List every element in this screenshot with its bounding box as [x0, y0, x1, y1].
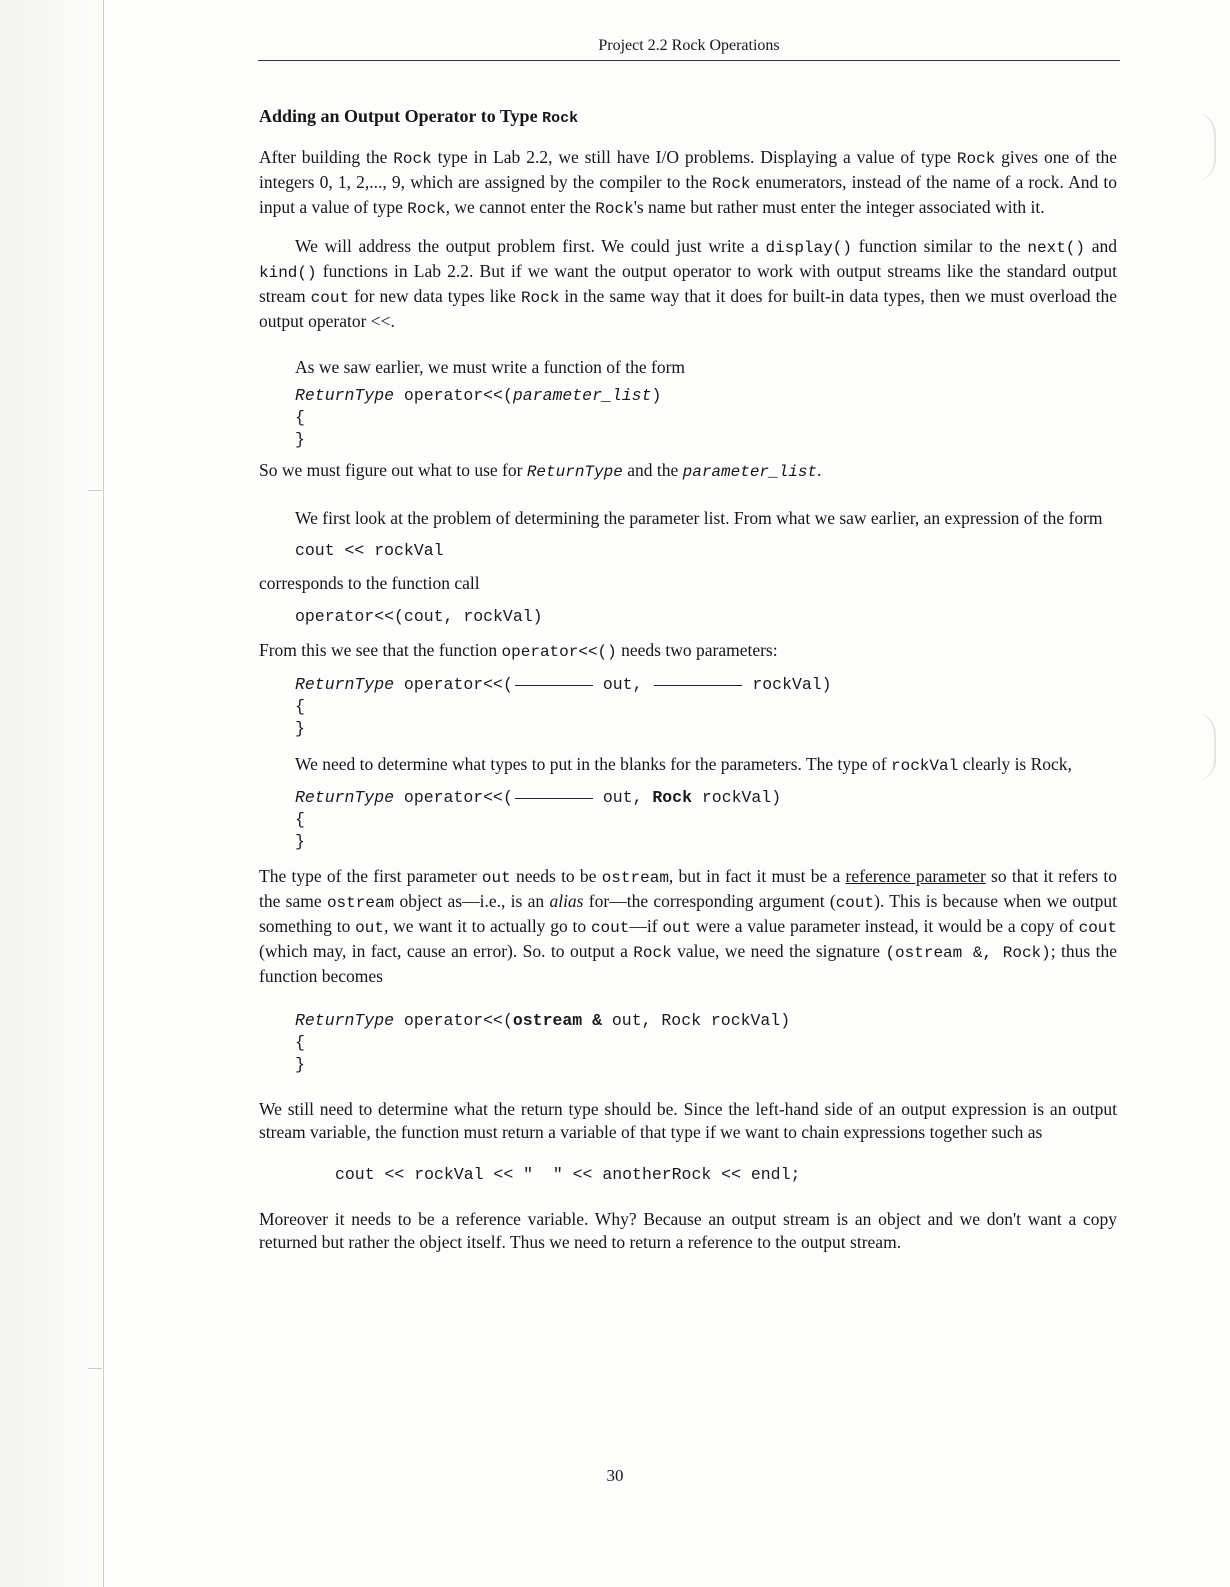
text-run: functions in Lab 2.2. But if we want the output operator to work with output streams like the standard output stream: [259, 261, 1117, 306]
paragraph-output-problem: [259, 235, 1117, 333]
code-type-rock: Rock: [652, 788, 692, 807]
code-line-cout-rockval: [259, 540, 1117, 562]
inline-code: cout: [835, 894, 875, 912]
text-run: needs two parameters:: [616, 640, 778, 660]
paragraph-figure-out: [259, 459, 1117, 484]
code-line: operator<<(cout, rockVal): [295, 607, 543, 626]
text-run: From this we see that the function: [259, 640, 502, 660]
code-paren: ): [651, 386, 662, 405]
code-open-brace: {: [295, 697, 305, 716]
code-param-out: out,: [602, 788, 653, 807]
code-param-rockval: rockVal): [691, 788, 782, 807]
margin-tick-mark: [88, 1368, 102, 1369]
inline-code: next(): [1027, 239, 1085, 257]
page-number: 30: [606, 1466, 624, 1485]
inline-code: cout: [310, 289, 350, 307]
text-run: gives one of the integers 0, 1, 2,..., 9, which are assigned by the compiler to the: [259, 147, 1118, 192]
inline-code: cout: [590, 919, 630, 937]
margin-tick-mark: [88, 490, 102, 491]
code-block-operator-form: [259, 385, 1117, 451]
text-run: 's name but rather must enter the integer associated with it.: [633, 197, 1045, 217]
inline-code: Rock: [595, 200, 634, 218]
text-run: and the: [622, 460, 683, 480]
inline-code: cout: [1078, 919, 1117, 937]
code-line: [295, 787, 1117, 809]
code-block-blank-params: [259, 674, 1117, 740]
text-run: type in Lab 2.2, we still have I/O problems. Displaying a value of type: [431, 147, 957, 167]
inline-code: parameter_list: [682, 463, 818, 481]
text-run: So we must figure out what to use for: [259, 460, 527, 480]
code-close-brace: }: [295, 832, 305, 851]
code-open-brace: {: [295, 408, 305, 427]
text-run: , we want it to actually go to: [383, 916, 591, 936]
text-run: The type of the first parameter: [259, 866, 482, 886]
inline-code: (ostream &, Rock): [885, 944, 1051, 962]
paragraph-parameter-list: We first look at the problem of determining the parameter list. From what we saw earlier, an expression of the form: [295, 508, 1103, 528]
code-line-chained-output: [259, 1164, 1117, 1186]
code-line: [295, 1010, 1117, 1032]
text-run: (which may, in fact, cause an error). So. to output a: [259, 941, 634, 961]
code-line: cout << rockVal << " " << anotherRock << endl;: [335, 1165, 801, 1184]
code-operator: operator<<(: [394, 1011, 513, 1030]
binding-edge-shadow: [0, 0, 110, 1587]
code-line-operator-call: [259, 606, 1117, 628]
inline-code: out: [481, 869, 511, 887]
code-block-ostream-param: [259, 1010, 1117, 1076]
underlined-term: reference parameter: [845, 866, 986, 886]
running-header: Project 2.2 Rock Operations: [598, 37, 780, 54]
code-param-out: out,: [602, 675, 643, 694]
code-line: cout << rockVal: [295, 541, 444, 560]
text-run: enumerators, instead of the name of a rock. And to input a value of type: [259, 172, 1117, 217]
page-body: [259, 104, 1117, 1254]
italic-term: alias: [549, 891, 584, 911]
text-run: were a value parameter instead, it would be a copy of: [691, 916, 1079, 936]
inline-code: Rock: [956, 150, 996, 168]
code-operator: operator<<(: [394, 675, 513, 694]
text-run: function similar to the: [851, 236, 1028, 256]
inline-code: display(): [765, 239, 852, 257]
text-run: We need to determine what types to put in the blanks for the parameters. The type of: [295, 754, 891, 774]
binding-rule: [103, 0, 104, 1587]
paragraph-function-call: corresponds to the function call: [259, 573, 480, 593]
code-open-brace: {: [295, 1033, 305, 1052]
section-heading: [259, 104, 1117, 131]
code-operator: operator<<(: [394, 386, 513, 405]
text-run: —if: [629, 916, 663, 936]
inline-code: ReturnType: [526, 463, 623, 481]
code-parameter-list: parameter_list: [512, 386, 652, 405]
paragraph-reference-variable: Moreover it needs to be a reference variable. Why? Because an output stream is an object and we don't want a copy returned but rather the object itself. Thus we need to return a reference to the output stream.: [259, 1209, 1117, 1252]
text-run: .: [817, 460, 822, 480]
code-operator: operator<<(: [394, 788, 513, 807]
inline-code: ostream: [326, 894, 395, 912]
text-run: object as—i.e., is an: [394, 891, 550, 911]
punch-hole-mark: [1194, 112, 1216, 182]
paragraph-intro: [259, 146, 1117, 221]
fill-in-blank: [515, 797, 593, 799]
text-run: After building the: [259, 147, 394, 167]
paragraph-reference-parameter: [259, 865, 1117, 988]
code-return-type: ReturnType: [295, 788, 395, 807]
text-run: ; thus the function becomes: [259, 941, 1117, 986]
fill-in-blank: [654, 684, 742, 686]
text-run: ). This is because when we output something to: [259, 891, 1117, 936]
text-run: for new data types like: [349, 286, 521, 306]
code-open-brace: {: [295, 810, 305, 829]
inline-code: Rock: [520, 289, 560, 307]
inline-code: operator<<(): [501, 643, 617, 661]
inline-code: Rock: [633, 944, 672, 962]
code-block-rock-param: [259, 787, 1117, 853]
code-params-rest: out, Rock rockVal): [601, 1011, 791, 1030]
text-run: so that it refers to the same: [259, 866, 1117, 911]
paragraph-determine-types: [259, 753, 1117, 778]
inline-code: out: [355, 919, 384, 937]
code-close-brace: }: [295, 1055, 305, 1074]
inline-code: kind(): [259, 264, 317, 282]
text-run: value, we need the signature: [671, 941, 886, 961]
text-run: for—the corresponding argument (: [583, 891, 836, 911]
code-return-type: ReturnType: [295, 1011, 395, 1030]
paragraph-two-parameters: [259, 639, 1117, 664]
inline-code: rockVal: [891, 757, 959, 775]
text-run: needs to be: [510, 866, 602, 886]
paragraph-function-form: As we saw earlier, we must write a function of the form: [295, 357, 686, 377]
code-close-brace: }: [295, 430, 305, 449]
code-return-type: ReturnType: [295, 675, 395, 694]
fill-in-blank: [515, 684, 593, 686]
inline-code: Rock: [407, 200, 446, 218]
text-run: We will address the output problem first. We could just write a: [295, 236, 766, 256]
text-run: , we cannot enter the: [445, 197, 596, 217]
section-heading-text: Adding an Output Operator to Type: [259, 106, 543, 126]
inline-code: out: [662, 919, 692, 937]
code-line: [295, 674, 1117, 696]
code-type-ostream-ref: ostream &: [512, 1011, 602, 1030]
text-run: clearly is Rock,: [958, 754, 1072, 774]
code-return-type: ReturnType: [295, 386, 395, 405]
code-line: [295, 385, 1117, 407]
section-heading-code: Rock: [542, 110, 579, 127]
header-rule: [258, 60, 1120, 61]
text-run: , but in fact it must be a: [668, 866, 846, 886]
punch-hole-mark: [1194, 712, 1216, 782]
inline-code: Rock: [712, 175, 751, 193]
text-run: in the same way that it does for built-in data types, then we must overload the output operator <<.: [259, 286, 1118, 331]
code-param-rockval: rockVal): [752, 675, 832, 694]
text-run: and: [1085, 236, 1117, 256]
paragraph-return-type: We still need to determine what the return type should be. Since the left-hand side of an output expression is an output stream variable, the function must return a variable of that type if we want to chain expressions together such as: [259, 1099, 1117, 1142]
inline-code: ostream: [601, 869, 669, 887]
inline-code: Rock: [393, 150, 432, 168]
code-close-brace: }: [295, 719, 305, 738]
